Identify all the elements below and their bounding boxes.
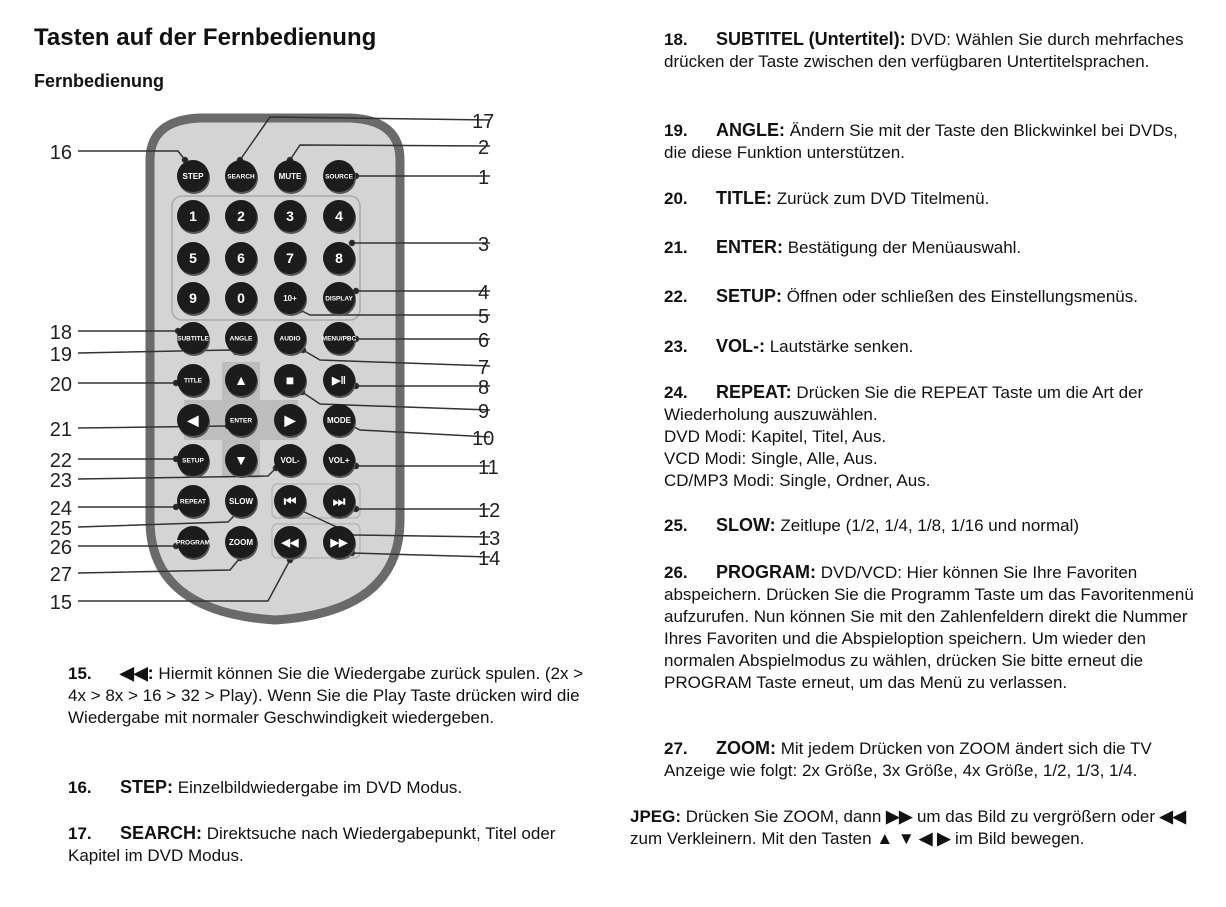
callout-number: 26: [49, 537, 72, 559]
item-key: STEP:: [120, 777, 174, 797]
remote-button-label: 4: [335, 208, 343, 225]
remote-button-label: AUDIO: [279, 335, 301, 343]
callout-number: 13: [478, 528, 501, 550]
item-number: 18.: [664, 30, 688, 49]
item-number: 25.: [664, 516, 688, 535]
item-22: [664, 285, 1194, 308]
remote-button-label: 5: [189, 250, 197, 267]
rewind-icon: ◀◀: [1159, 807, 1186, 826]
remote-button-label: ▶: [284, 412, 296, 429]
item-key: SETUP:: [716, 286, 783, 306]
item-number: 20.: [664, 189, 688, 208]
jpeg-text: um das Bild zu vergrößern oder: [912, 807, 1160, 826]
item-23: [664, 335, 1194, 358]
remote-button-label: 8: [335, 250, 343, 267]
callout-number: 15: [49, 592, 72, 614]
remote-button-label: ◀◀: [281, 536, 299, 549]
item-key: ENTER:: [716, 237, 783, 257]
item-key: SEARCH:: [120, 823, 203, 843]
remote-button-label: VOL+: [328, 455, 350, 465]
item-text: Hiermit können Sie die Wiedergabe zurück spulen. (2x > 4x > 8x > 16 > 32 > Play). Wenn Sie die Play Taste drücken wird die Wiedergabe mit normaler Geschwindigkeit wiedergeben.: [68, 664, 584, 727]
item-26: [664, 561, 1194, 694]
callout-number: 12: [478, 500, 501, 522]
item-text: Direktsuche nach Wiedergabepunkt, Titel oder Kapitel im DVD Modus.: [68, 824, 556, 865]
callout-number: 25: [49, 518, 72, 540]
item-number: 24.: [664, 383, 688, 402]
item-number: 22.: [664, 287, 688, 306]
remote-button-label: SOURCE: [325, 173, 353, 181]
remote-button-label: MODE: [327, 415, 351, 425]
remote-button-label: ⏭: [332, 493, 346, 510]
item-16: [68, 776, 598, 799]
remote-button-label: 0: [237, 290, 245, 307]
item-key: TITLE:: [716, 188, 772, 208]
callout-number: 2: [478, 137, 490, 159]
jpeg-text: Drücken Sie ZOOM, dann: [681, 807, 887, 826]
item-number: 17.: [68, 824, 92, 843]
callout-number: 5: [478, 306, 490, 328]
item-number: 23.: [664, 337, 688, 356]
remote-button-label: SEARCH: [227, 173, 255, 181]
callout-number: 27: [49, 564, 72, 586]
remote-button-label: SUBTITLE: [177, 335, 209, 343]
item-17: [68, 822, 598, 867]
item-text: DVD: Wählen Sie durch mehrfaches drücken der Taste zwischen den verfügbaren Untertitelsprachen.: [664, 30, 1184, 71]
callout-number: 16: [49, 142, 72, 164]
callout-number: 7: [478, 357, 490, 379]
callout-number: 8: [478, 377, 490, 399]
item-24: [664, 381, 1194, 492]
item-20: [664, 187, 1194, 210]
item-number: 26.: [664, 563, 688, 582]
item-27: [664, 737, 1194, 782]
callout-number: 22: [49, 450, 72, 472]
remote-button-label: ▼: [234, 452, 248, 469]
remote-button-label: DISPLAY: [325, 295, 353, 303]
remote-button-label: ZOOM: [229, 537, 253, 547]
section-title: Fernbedienung: [34, 71, 164, 91]
remote-button-label: MENU/PBC: [321, 335, 357, 343]
remote-control-diagram: [0, 0, 520, 640]
remote-button-label: ◀: [187, 412, 199, 429]
item-19: [664, 119, 1194, 164]
item-number: 15.: [68, 664, 92, 683]
item-text: DVD/VCD: Hier können Sie Ihre Favoriten abspeichern. Drücken Sie die Programm Taste um das Favoritenmenü aufzurufen. Nun können Sie mit den Zahlenfeldern direkt die Nummer Ihres Favoriten und die Abspieloption speichern. Um wieder den normalen Abspielmodus zu wählen, drücken Sie bitte erneut die PROGRAM Taste erneut, um das Menü zu verlassen.: [664, 563, 1194, 692]
callout-number: 24: [49, 498, 72, 520]
callout-number: 3: [478, 234, 490, 256]
item-key: ANGLE:: [716, 120, 785, 140]
callout-number: 23: [49, 470, 72, 492]
item-text: Lautstärke senken.: [765, 337, 914, 356]
jpeg-text: im Bild bewegen.: [950, 829, 1085, 848]
item-key: ZOOM:: [716, 738, 776, 758]
callout-number: 6: [478, 330, 490, 352]
remote-button-label: 6: [237, 250, 245, 267]
remote-button-label: 3: [286, 208, 294, 225]
remote-button-label: SLOW: [229, 496, 253, 506]
callout-number: 10: [472, 428, 495, 450]
fast-forward-icon: ▶▶: [886, 807, 913, 826]
remote-button-label: STEP: [182, 171, 204, 181]
item-text: Zeitlupe (1/2, 1/4, 1/8, 1/16 und normal): [775, 516, 1080, 535]
remote-button-label: VOL-: [280, 455, 300, 465]
item-text: Mit jedem Drücken von ZOOM ändert sich die TV Anzeige wie folgt: 2x Größe, 3x Größe, 4x Größe, 1/2, 1/3, 1/4.: [664, 739, 1152, 780]
item-key: ◀◀:: [120, 663, 154, 683]
remote-button-label: ■: [285, 372, 295, 389]
callout-number: 17: [472, 111, 495, 133]
remote-button-label: 9: [189, 290, 197, 307]
item-key: SLOW:: [716, 515, 776, 535]
item-number: 21.: [664, 238, 688, 257]
callout-number: 11: [478, 457, 499, 479]
item-key: PROGRAM:: [716, 562, 816, 582]
callout-number: 14: [478, 548, 501, 570]
remote-button-label: ANGLE: [229, 335, 253, 343]
remote-button-label: 2: [237, 208, 245, 225]
remote-button-label: ▶‖: [332, 374, 346, 387]
item-text: Öffnen oder schließen des Einstellungsmenüs.: [782, 287, 1138, 306]
item-number: 16.: [68, 778, 92, 797]
arrow-icons: ▲ ▼ ◀ ▶: [876, 829, 951, 848]
item-text: Drücken Sie die REPEAT Taste um die Art der Wiederholung auszuwählen. DVD Modi: Kapitel, Titel, Aus. VCD Modi: Single, Alle, Aus. CD/MP3 Modi: Single, Ordner, Aus.: [664, 383, 1144, 490]
remote-button-label: 7: [286, 250, 294, 267]
item-key: VOL-:: [716, 336, 765, 356]
remote-button-label: ▶▶: [330, 536, 348, 549]
item-25: [664, 514, 1194, 537]
remote-button-label: ⏮: [283, 493, 297, 510]
page-title: Tasten auf der Fernbedienung: [34, 24, 377, 51]
item-15: [68, 662, 598, 729]
item-key: SUBTITEL (Untertitel):: [716, 29, 906, 49]
item-number: 19.: [664, 121, 688, 140]
remote-button-label: MUTE: [278, 171, 302, 181]
callout-number: 9: [478, 401, 490, 423]
callout-number: 18: [49, 322, 72, 344]
remote-button-label: REPEAT: [180, 498, 206, 506]
remote-button-label: ▲: [234, 372, 248, 389]
remote-button-label: ENTER: [229, 417, 253, 425]
item-text: Ändern Sie mit der Taste den Blickwinkel bei DVDs, die diese Funktion unterstützen.: [664, 121, 1178, 162]
remote-button-label: SETUP: [182, 457, 204, 465]
item-text: Bestätigung der Menüauswahl.: [783, 238, 1022, 257]
item-key: REPEAT:: [716, 382, 792, 402]
callout-number: 20: [49, 374, 72, 396]
item-number: 27.: [664, 739, 688, 758]
callout-number: 4: [478, 282, 490, 304]
callout-number: 21: [49, 419, 72, 441]
remote-button-label: 10+: [283, 293, 297, 303]
item-21: [664, 236, 1194, 259]
remote-button-label: PROGRAM: [176, 539, 210, 547]
item-text: Zurück zum DVD Titelmenü.: [772, 189, 990, 208]
jpeg-note: [630, 806, 1190, 850]
jpeg-text: zum Verkleinern. Mit den Tasten: [630, 829, 877, 848]
callout-number: 19: [49, 344, 72, 366]
remote-button-label: TITLE: [183, 377, 203, 385]
jpeg-key: JPEG:: [630, 807, 682, 826]
item-text: Einzelbildwiedergabe im DVD Modus.: [173, 778, 463, 797]
item-18: [664, 28, 1194, 73]
callout-number: 1: [478, 167, 490, 189]
remote-button-label: 1: [189, 208, 197, 225]
